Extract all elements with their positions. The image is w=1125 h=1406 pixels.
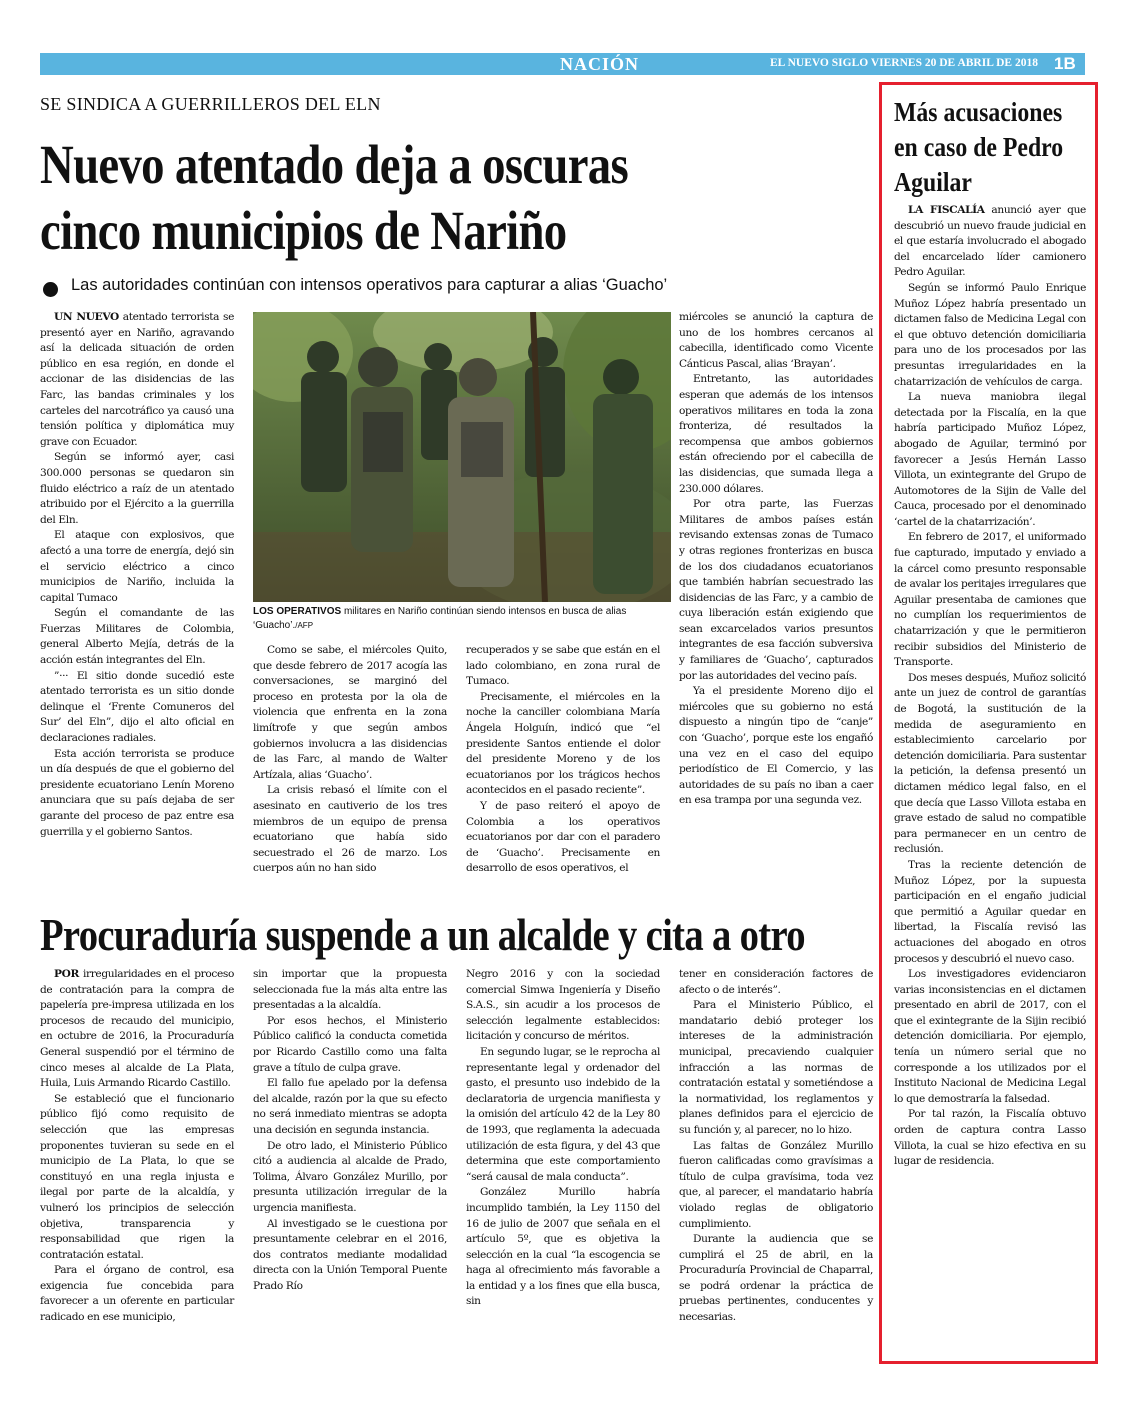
paragraph-text: Esta acción terrorista se produce un día después de que el gobierno del presidente ecuatoriano Lenín Moreno anunciara que su país dejaba de ser garante del proceso de paz entre esa guerrilla y el gobierno Santos.: [40, 747, 234, 838]
paragraph: [40, 528, 234, 606]
paragraph: [679, 967, 873, 998]
paragraph: [253, 643, 447, 783]
paragraph-text: Por tal razón, la Fiscalía obtuvo orden de captura contra Lasso Villota, la cual se hizo efectiva en su lugar de residencia.: [894, 1108, 1086, 1168]
paragraph-text: Precisamente, el miércoles en la noche la canciller colombiana María Ángela Holguín, indicó que “el presidente Santos entiende el dolor del presidente Moreno y de los ecuatorianos por los trágicos hechos acontecidos en el pasado reciente”.: [466, 690, 660, 797]
paragraph-text: Durante la audiencia que se cumplirá el 25 de abril, en la Procuraduría Provincial de Chaparral, se podrá ordenar la práctica de pruebas pertinentes, conducentes y necesarias.: [679, 1233, 873, 1324]
paragraph-text: tener en consideración factores de afecto o de interés”.: [679, 968, 873, 996]
paragraph-text: Según se informó Paulo Enrique Muñoz López habría presentado un dictamen falso de Medicina Legal con el que obtuvo detención domiciliaria para uno de los procesados por las presuntas irregularidades en la chatarrización de vehículos de carga.: [894, 281, 1086, 388]
paragraph-text: recuperados y se sabe que están en el lado colombiano, en zona rural de Tumaco.: [466, 644, 660, 688]
section-header-bar: [40, 53, 1085, 75]
paragraph: [894, 858, 1086, 967]
paragraph: [894, 203, 1086, 281]
paragraph-lead: POR: [54, 968, 79, 980]
paragraph: [40, 310, 234, 450]
paragraph-text: En segundo lugar, se le reprocha al representante legal y ordenador del gasto, el presunto uso indebido de la declaratoria de urgencia manifiesta y la omisión del artículo 42 de la Ley 80 de 1993, que reglamenta la adecuada utilización de esta figura, y del 43 que determina que este comportamiento “será causal de mala conducta”.: [466, 1045, 660, 1183]
paragraph-text: Tras la reciente detención de Muñoz López, por la supuesta participación en el engaño judicial que permitió a Aguilar quedar en libertad, la Fiscalía revisó las actuaciones del abogado en otros procesos y descubrió el nuevo caso.: [894, 858, 1086, 965]
paragraph: [894, 967, 1086, 1107]
paragraph-text: Para el Ministerio Público, el mandatario debió proteger los intereses de la administración municipal, precaviendo cualquier infracción a las normas de contratación estatal y sometiéndose a la normatividad, los reglamentos y planes definidos para el ejercicio de su función y, al parecer, no lo hizo.: [679, 999, 873, 1136]
paragraph: [894, 281, 1086, 390]
paragraph-text: Para el órgano de control, esa exigencia fue concebida para favorecer a un oferente en particular radicado en ese municipio,: [40, 1264, 234, 1324]
paragraph: [40, 1092, 234, 1264]
sidebar-box: [879, 82, 1098, 1364]
headline-line-2: cinco municipios de Nariño: [40, 200, 567, 261]
paragraph-text: anunció ayer que descubrió un nuevo fraude judicial en el que estaría involucrado el abogado del encarcelado líder camionero Pedro Aguilar.: [894, 204, 1086, 279]
paragraph-text: Según se informó ayer, casi 300.000 personas se quedaron sin fluido eléctrico a raíz de un atentado atribuido por el Ejército a la guerrilla del Eln.: [40, 451, 234, 526]
headline-line-1: Nuevo atentado deja a oscuras: [40, 134, 629, 195]
paragraph: [253, 1217, 447, 1295]
paragraph-text: irregularidades en el proceso de contratación para la compra de papelería pre-impresa utilizada en los procesos de recaudo del municipio, en octubre de 2016, la Procuraduría General suspendió por el término de cinco meses al alcalde de La Plata, Huila, Luis Armando Ricardo Castillo.: [40, 968, 234, 1090]
page-number: 1B: [1054, 54, 1076, 73]
main-column-3: [466, 643, 660, 877]
paragraph-text: El fallo fue apelado por la defensa del alcalde, razón por la que su efecto no será inmediato mientras se adopta una decisión en segunda instancia.: [253, 1077, 447, 1136]
paragraph-text: Se estableció que el funcionario público fijó como requisito de selección que las empresas proponentes tuvieran su sede en el municipio de La Plata, lo que se constituyó en una regla injusta e ilegal por parte de la alcaldía, y vulneró los principios de selección objetiva, transparencia y responsabilidad que rigen la contratación estatal.: [40, 1092, 234, 1261]
paragraph: [40, 606, 234, 668]
paragraph-text: La crisis rebasó el límite con el asesinato en cautiverio de los tres miembros de un equipo de prensa ecuatoriano que había sido secuestrado el 26 de marzo. Los cuerpos aún no han sido: [253, 784, 447, 875]
paragraph-text: González Murillo habría incumplido también, la Ley 1150 del 16 de julio de 2007 que señala en el artículo 5º, que es objetiva la selección en la cual “la escogencia se haga al ofrecimiento más favorable a la entidad y a los fines que ella busca, sin: [466, 1186, 660, 1308]
main-column-1: [40, 310, 234, 840]
paragraph-text: Dos meses después, Muñoz solicitó ante un juez de control de garantías de Bogotá, la sustitución de la medida de aseguramiento en establecimiento carcelario por detención domiciliaria. Para sustentar la petición, la defensa presentó un dictamen médico legal falso, en el que decía que Lasso Villota estaba en grave estado de salud no compatible para permanecer en un centro de reclusión.: [894, 671, 1086, 856]
second-column-4: [679, 967, 873, 1326]
main-column-2: [253, 643, 447, 877]
paragraph: [894, 1107, 1086, 1169]
paragraph-text: sin importar que la propuesta seleccionada fue la más alta entre las presentadas a la alcaldía.: [253, 968, 447, 1012]
paragraph: [253, 1076, 447, 1138]
paragraph-text: ”··· El sitio donde sucedió este atentado terrorista es un sitio donde delinque el ‘Frente Comuneros del Sur’ del Eln”, dijo el alto oficial en declaraciones radiales.: [40, 669, 234, 745]
paragraph: [253, 967, 447, 1014]
paragraph: [40, 967, 234, 1092]
paragraph: [40, 669, 234, 747]
paragraph-text: Al investigado se le cuestiona por presuntamente celebrar en el 2016, dos contratos mediante modalidad directa con la Unión Temporal Puente Prado Río: [253, 1217, 447, 1292]
caption-text: militares en Nariño continúan siendo intensos en busca de alias ‘Guacho’.: [253, 606, 627, 631]
paragraph: [466, 1045, 660, 1185]
paragraph-text: atentado terrorista se presentó ayer en Nariño, agravando así la delicada situación de orden público en esa región, en donde el accionar de las disidencias de las Farc, las bandas criminales y los carteles del narcotráfico ya causó una tensión política y diplomática muy grave con Ecuador.: [40, 311, 234, 448]
second-headline: Procuraduría suspende a un alcalde y cita a otro: [40, 909, 805, 960]
paragraph: [894, 390, 1086, 530]
paragraph-text: Ya el presidente Moreno dijo el miércoles que su gobierno no está dispuesto a ningún tipo de “canje” con ‘Guacho’, porque este los engañó una vez en el caso del equipo periodístico de El Comercio, y las autoridades de su país no iban a caer en esa trampa por una segunda vez.: [679, 685, 873, 807]
bullet-icon: [43, 282, 58, 297]
deck: Las autoridades continúan con intensos operativos para capturar a alias ‘Guacho’: [71, 276, 668, 294]
paragraph-text: Como se sabe, el miércoles Quito, que desde febrero de 2017 acogía las conversaciones, se marginó del proceso en protesta por la ola de violencia que enfrenta en la zona limítrofe y que según ambos gobiernos involucra a las disidencias de las Farc, al mando de Walter Artízala, alias ‘Guacho’.: [253, 644, 447, 781]
second-column-2: [253, 967, 447, 1294]
paragraph-text: De otro lado, el Ministerio Público citó a audiencia al alcalde de Prado, Tolima, Álvaro González Murillo, por presunta utilización irregular de la urgencia manifiesta.: [253, 1139, 447, 1214]
paragraph: [466, 690, 660, 799]
paragraph: [253, 783, 447, 877]
dateline: EL NUEVO SIGLO VIERNES 20 DE ABRIL DE 2018: [770, 57, 1038, 69]
paragraph-text: Entretanto, las autoridades esperan que además de los intensos operativos militares en toda la zona fronteriza, dé resultados la recompensa que ambos gobiernos están ofreciendo por el cabecilla de las disidencias, que sumada llega a 230.000 dólares.: [679, 373, 873, 495]
second-column-1: [40, 967, 234, 1326]
second-column-3: [466, 967, 660, 1310]
paragraph: [466, 643, 660, 690]
paragraph: [253, 1139, 447, 1217]
paragraph: [40, 747, 234, 841]
paragraph-text: La nueva maniobra ilegal detectada por la Fiscalía, en la que habría participado Muñoz López, abogado de Aguilar, terminó por favorecer a Jesús Hernán Lasso Villota, un exintegrante del Grupo de Automotores de la Sijin de Valle del Cauca, procesado por el denominado ‘cartel de la chatarrización’.: [894, 391, 1086, 528]
paragraph: [679, 497, 873, 684]
paragraph: [679, 998, 873, 1138]
soldiers-photo-image: [253, 312, 671, 602]
paragraph: [466, 967, 660, 1045]
paragraph: [679, 1232, 873, 1326]
paragraph-text: Por otra parte, las Fuerzas Militares de ambos países están revisando extensas zonas de Tumaco y otras regiones fronterizas en busca de los dos ciudadanos ecuatorianos que también habrían secuestrado las disidencias de las Farc, y a cambio de cuya liberación están exigiendo que sean excarcelados varios presuntos integrantes de esa facción subversiva y familiares de ‘Guacho’, capturados por las autoridades del vecino país.: [679, 498, 873, 682]
sidebar-title: Más acusaciones en caso de Pedro Aguilar: [894, 97, 1064, 198]
photo-credit: /AFP: [295, 621, 314, 630]
paragraph: [679, 372, 873, 497]
caption-lead: LOS OPERATIVOS: [253, 606, 342, 617]
main-column-4: [679, 310, 873, 809]
paragraph-text: Según el comandante de las Fuerzas Militares de Colombia, general Alberto Mejía, detrás de la acción están integrantes del Eln.: [40, 607, 234, 667]
paragraph: [40, 1263, 234, 1325]
paragraph: [894, 671, 1086, 858]
sidebar-body: [894, 203, 1086, 1170]
paragraph-text: miércoles se anunció la captura de uno de los hombres cercanos al cabecilla, identificado como Vicente Cánticus Pascal, alias ‘Brayan’.: [679, 311, 873, 370]
paragraph-text: Las faltas de González Murillo fueron calificadas como gravísimas a título de culpa gravísima, toda vez que, al parecer, el mandatario habría violado reglas de obligatorio cumplimiento.: [679, 1139, 873, 1230]
paragraph: [679, 1139, 873, 1233]
paragraph-text: Por esos hechos, el Ministerio Público calificó la conducta cometida por Ricardo Castillo como una falta grave a título de culpa grave.: [253, 1014, 447, 1074]
news-photo: [253, 312, 671, 602]
paragraph-text: Negro 2016 y con la sociedad comercial Simwa Ingeniería y Diseño S.A.S., sin acudir a los procesos de selección legalmente establecidos: licitación y concurso de méritos.: [466, 968, 660, 1043]
main-headline: [40, 132, 737, 264]
section-name: NACIÓN: [560, 54, 640, 74]
paragraph: [466, 799, 660, 877]
paragraph-text: En febrero de 2017, el uniformado fue capturado, imputado y enviado a la cárcel como presunto responsable de avalar los peritajes irregulares que Aguilar presentaba de camiones que no cumplían los requerimientos de chatarrización y que le permitieron recibir subsidios del Ministerio de Transporte.: [894, 531, 1086, 669]
paragraph-text: Y de paso reiteró el apoyo de Colombia a los operativos ecuatorianos por dar con el paradero de ‘Guacho’. Precisamente en desarrollo de esos operativos, el: [466, 799, 660, 875]
paragraph: [466, 1185, 660, 1310]
paragraph-lead: LA FISCALÍA: [908, 204, 985, 216]
paragraph: [679, 310, 873, 372]
paragraph: [679, 684, 873, 809]
paragraph: [40, 450, 234, 528]
paragraph-lead: UN NUEVO: [54, 311, 119, 323]
kicker: SE SINDICA A GUERRILLEROS DEL ELN: [40, 94, 381, 114]
photo-caption: [253, 605, 671, 633]
paragraph-text: Los investigadores evidenciaron varias inconsistencias en el dictamen presentado en abril de 2017, con el que el exintegrante de la Sijin recibió detención domiciliaria. Por ejemplo, tenía un número serial que no corresponde a los utilizados por el Instituto Nacional de Medicina Legal lo que demostraría la falsedad.: [894, 968, 1086, 1105]
paragraph: [894, 530, 1086, 670]
paragraph: [253, 1014, 447, 1076]
paragraph-text: El ataque con explosivos, que afectó a una torre de energía, dejó sin el servicio eléctrico a cinco municipios de Nariño, incluida la capital Tumaco: [40, 529, 234, 604]
